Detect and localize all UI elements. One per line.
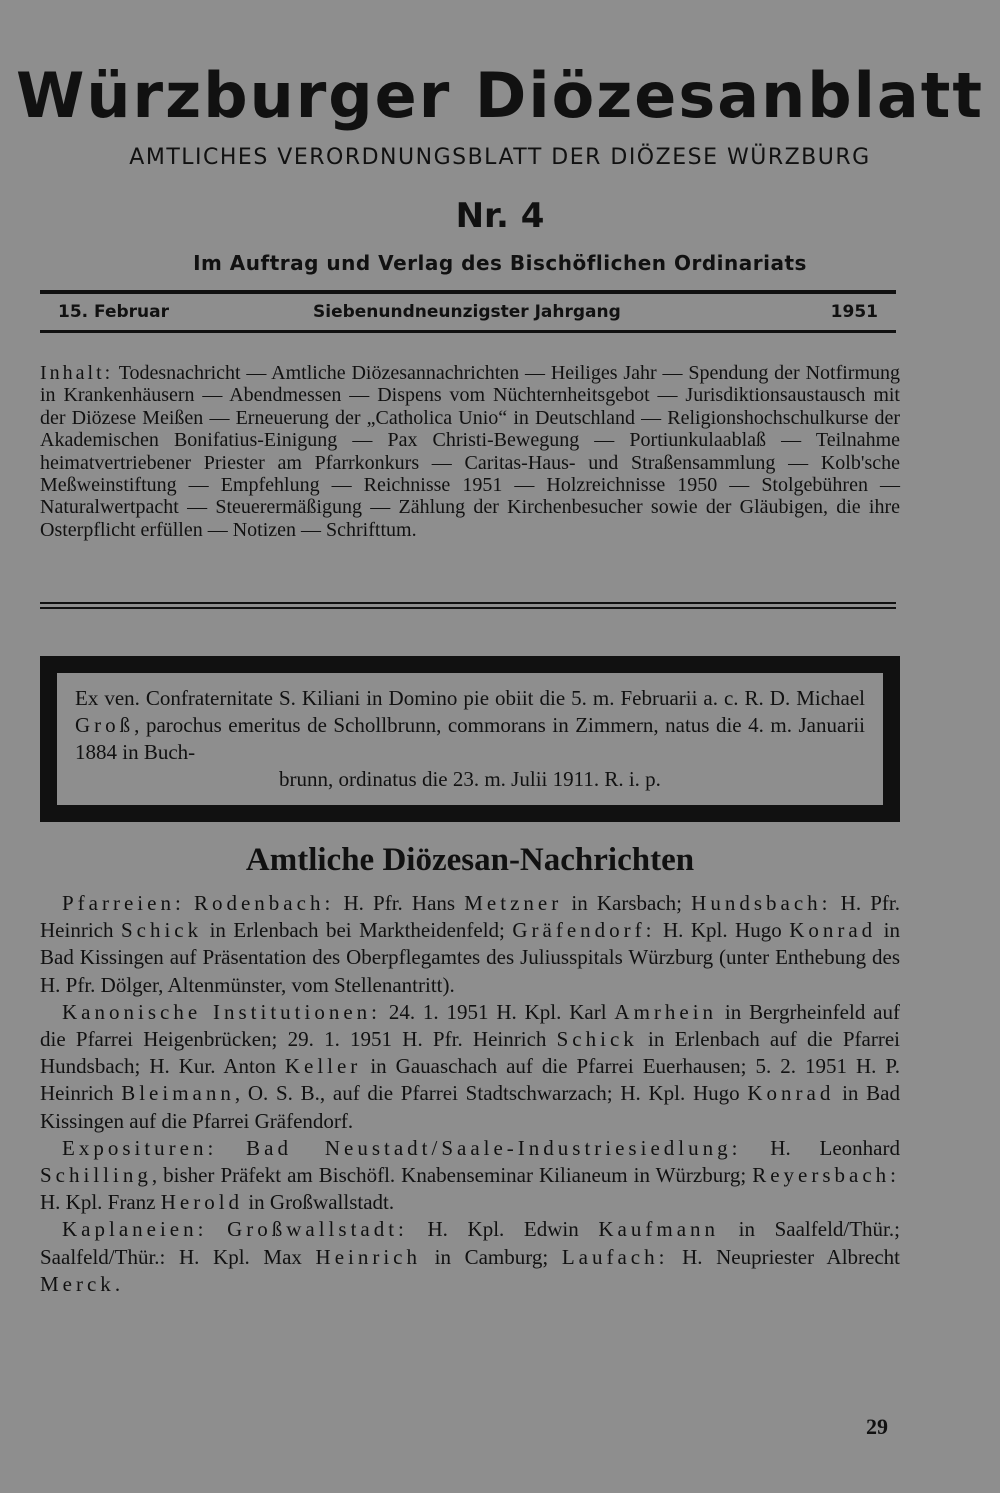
paragraph-pfarreien [40,890,900,999]
obituary-box [40,656,900,822]
text-run: in Karsbach; [562,891,692,915]
text-run: in Bad Kissingen auf Präsentation des Oberpflegamtes des Juliusspitals Würzburg (unter Enthebung des H. Pfr. Dölger, Altenmünster, vom Stellenantritt). [40,918,900,997]
publisher-line: Im Auftrag und Verlag des Bischöflichen Ordinariats [193,251,807,275]
person-name: Metzner [464,891,563,915]
key-term: Exposituren: [62,1135,218,1160]
person-name: Kaufmann [598,1217,720,1242]
person-name: Schilling [40,1163,152,1188]
text-run: . [114,1271,121,1296]
section-title: Amtliche Diözesan-Nachrichten [245,842,695,878]
date-line [58,300,878,326]
obituary-name: Groß [75,713,135,737]
key-term: Pfarreien: [62,891,185,915]
person-name: Keller [284,1054,362,1079]
journal-subtitle: AMTLICHES VERORDNUNGSBLATT DER DIÖZESE WÜRZBURG [129,145,871,170]
obituary-part: , parochus emeritus de Schollbrunn, commorans in Zimmern, natus die 4. m. Januarii 1884 in Buch- [75,713,865,764]
text-run: in Gauaschach auf die Pfarrei Euerhausen; 5. 2. 1951 H. P. Heinrich [40,1054,900,1106]
key-term: Großwallstadt: [227,1217,408,1242]
section-body [40,890,900,1298]
key-term: Reyersbach: [752,1163,900,1188]
text-run: in Bad Kissingen auf die Pfarrei Gräfendorf. [40,1081,900,1133]
person-name: Schick [120,918,203,943]
person-name: Konrad [747,1081,835,1106]
key-term: Gräfendorf: [512,918,656,943]
text-run: H. Pfr. Heinrich [40,891,900,943]
contents-label: Inhalt: [40,362,114,384]
volume-label: Siebenundneunzigster Jahrgang [313,302,621,322]
person-name: Heinrich [315,1244,422,1269]
text-run: in Saalfeld/Thür.; Saalfeld/Thür.: H. Kpl. Max [40,1217,900,1269]
paragraph-institutionen [40,999,900,1135]
key-term: Bad Neustadt/Saale-Industriesiedlung: [246,1135,742,1160]
key-term: Hundsbach: [691,891,832,915]
person-name: Herold [160,1190,244,1215]
top-rule [40,290,896,294]
paragraph-kaplaneien [40,1216,900,1298]
key-term: Kaplaneien: [62,1217,208,1242]
issue-number: Nr. 4 [455,196,545,236]
text-run: in Erlenbach auf die Pfarrei Hundsbach; H. Kur. Anton [40,1027,900,1079]
journal-title: Würzburger Diözesanblatt [16,59,984,132]
text-run: H. Neupriester Albrecht [668,1244,900,1269]
text-run: H. Kpl. Edwin [407,1217,599,1242]
text-run: H. Pfr. Hans [334,891,465,915]
person-name: Bleimann [121,1081,235,1106]
obituary-part: Ex ven. Confraternitate S. Kiliani in Domino pie obiit die 5. m. Februarii a. c. R. D. Michael [75,686,865,710]
key-term: Laufach: [561,1244,669,1269]
page-number: 29 [866,1414,888,1439]
text-run: in Großwallstadt. [243,1190,395,1215]
key-term: Rodenbach: [193,891,335,915]
issue-date: 15. Februar [58,302,169,322]
text-run: H. Kpl. Hugo [655,918,790,943]
table-of-contents [40,362,900,541]
person-name: Konrad [789,918,877,943]
text-run: , bisher Präfekt am Bischöfl. Knabenseminar Kilianeum in Würzburg; [151,1163,753,1188]
text-run: in Erlenbach bei Marktheidenfeld; [202,918,513,943]
key-term: Kanonische Institutionen: [62,999,381,1024]
text-run: H. Leonhard [741,1135,900,1160]
person-name: Amrhein [614,999,718,1024]
text-run: , O. S. B., auf die Pfarrei Stadtschwarzach; H. Kpl. Hugo [234,1081,748,1106]
obituary-last-line: brunn, ordinatus die 23. m. Julii 1911. R. i. p. [279,767,661,791]
contents-text: Todesnachricht — Amtliche Diözesannachrichten — Heiliges Jahr — Spendung der Notfirmung in Krankenhäusern — Abendmessen — Dispens vom Nüchternheitsgebot — Jurisdiktionsaustausch mit der Diözese Meißen — Erneuerung der „Catholica Unio“ in Deutschland — Religionshochschulkurse der Akademischen Bonifatius-Einigung — Pax Christi-Bewegung — Portiunkulaablaß — Teilnahme heimatvertriebener Priester am Pfarrkonkurs — Caritas-Haus- und Straßensammlung — Kolb'sche Meßweinstiftung — Empfehlung — Reichnisse 1951 — Holzreichnisse 1950 — Stolgebühren — Naturalwertpacht — Steuerermäßigung — Zählung der Kirchenbesucher sowie der Gläubigen, die ihre Osterpflicht erfüllen — Notizen — Schrifttum. [40,362,900,541]
dateline-rule [40,330,896,333]
contents-rule-2 [40,607,896,609]
contents-rule-1 [40,602,896,604]
text-run: H. Kpl. Franz [40,1190,161,1215]
text-run: 24. 1. 1951 H. Kpl. Karl [380,999,615,1024]
text-run: in Bergrheinfeld auf die Pfarrei Heigenbrücken; 29. 1. 1951 H. Pfr. Heinrich [40,999,900,1052]
person-name: Merck [40,1271,115,1296]
paragraph-exposituren [40,1135,900,1217]
text-run: in Camburg; [421,1244,562,1269]
issue-year: 1951 [830,302,878,322]
obituary-text [75,685,865,793]
person-name: Schick [556,1027,638,1052]
